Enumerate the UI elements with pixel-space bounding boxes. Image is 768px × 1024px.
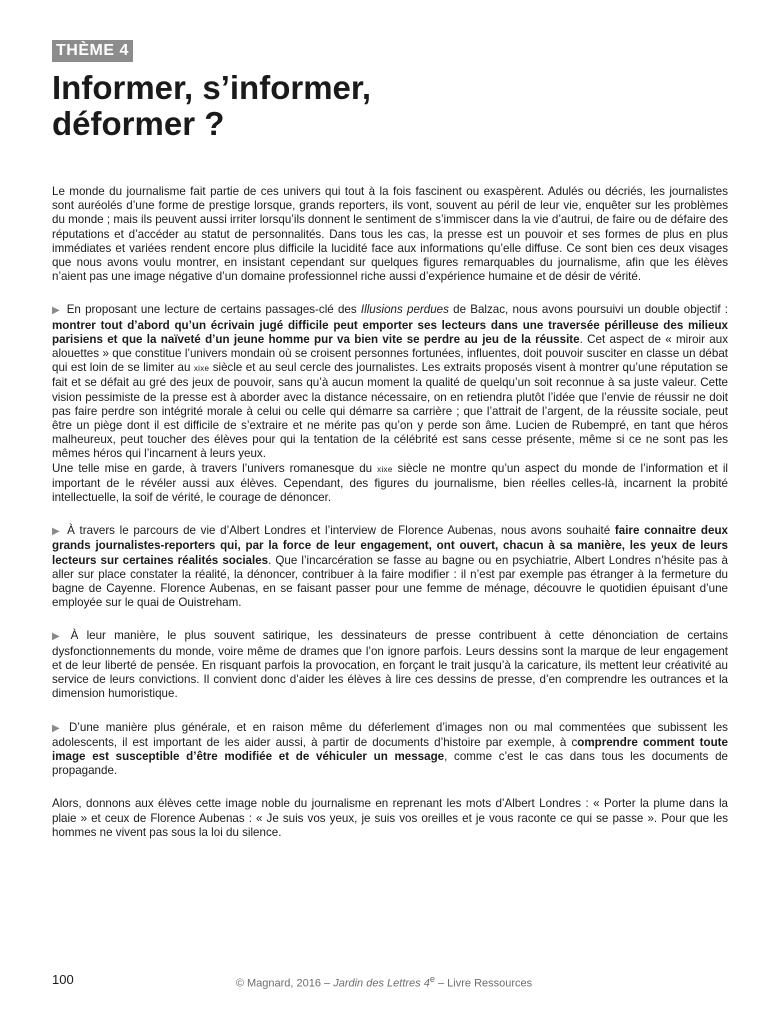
balzac-paragraph: ▶ En proposant une lecture de certains passages-clé des Illusions perdues de Balzac, nous avons poursuivi un double objectif : montrer tout d’abord qu’un écrivain jugé difficile peut emporter ses lecteurs dans une traversée périlleuse des milieux parisiens et que la naïveté d’un jeune homme pur va bien vite se perdre au jeu de la réussite. Cet aspect de « miroir aux alouettes » que constitue l’univers mondain où se croisent personnes fortunées, influentes, doit pouvoir susciter en classe un débat qui est loin de se limiter au xixe siècle et au seul cercle des journalistes. Les extraits proposés visent à montrer qu’une réputation se fait et se défait au gré des jeux de pouvoir, sans qu’à aucun moment la qualité de quelqu’un soit reconnue à sa juste valeur. Cette vision pessimiste de la presse est à aborder avec la distance nécessaire, on en retiendra plutôt l’idée que l’envie de réussir ne doit pas faire perdre son intégrité morale à celui ou celle qui démarre sa carrière ; que l’attrait de l’argent, de la réussite sociale, peut être un piège dont il est difficile de s’extraire et ne mérite pas qu’on y perde son âme. Lucien de Rubempré, en tant que héros malheureux, peut toucher des élèves pour qui la tentation de la célébrité est sans cesse présente, même si ce ne sont pas les mêmes héros qui l’incarnent à leurs yeux. — [52, 303, 728, 461]
triangle-right-icon: ▶ — [52, 631, 65, 643]
page-title — [52, 70, 672, 142]
main-content — [52, 185, 728, 840]
conclusion-paragraph: Alors, donnons aux élèves cette image noble du journalisme en reprenant les mots d’Albert Londres : « Porter la plume dans la plaie » et ceux de Florence Aubenas : « Je suis vos yeux, je suis vos oreilles et je vous raconte ce qui se passe ». Pour que les hommes ne vivent pas sous la loi du silence. — [52, 797, 728, 839]
triangle-right-icon: ▶ — [52, 305, 61, 317]
cartoonists-paragraph: ▶ À leur manière, le plus souvent satirique, les dessinateurs de presse contribuent à cette dénonciation de certains dysfonctionnements du monde, voire même de drames que l’on ignore parfois. Leurs dessins sont la marque de leur engagement et de leur liberté de pensée. En risquant parfois la provocation, en forçant le trait jusqu’à la caricature, ils mettent leur créativité au service de leurs convictions. Il convient donc d’aider les élèves à lire ces dessins de presse, d’en comprendre les outrances et la dimension humoristique. — [52, 629, 728, 701]
images-paragraph: ▶ D’une manière plus générale, et en raison même du déferlement d’images non ou mal commentées que subissent les adolescents, il est important de les aider aussi, à partir de documents d’histoire par exemple, à comprendre comment toute image est susceptible d’être modifiée et de véhiculer un message, comme c’est le cas dans tous les documents de propagande. — [52, 720, 728, 778]
intro-paragraph: Le monde du journalisme fait partie de ces univers qui tout à la fois fascinent ou exaspèrent. Adulés ou décriés, les journalistes sont auréolés d’une forme de prestige lorsque, grands reporters, ils vont, souvent au péril de leur vie, enquêter sur les problèmes du monde ; mais ils peuvent aussi irriter lorsqu’ils donnent le sentiment de s’immiscer dans la vie d’autrui, de faire ou de défaire des réputations et d’accéder au statut de personnalités. Dans tous les cas, la presse est un pouvoir et ses formes de plus en plus immédiates et variées rendent encore plus difficile la lucidité face aux informations qu’elle diffuse. Ce sont bien ces deux visages que nous avons voulu montrer, en insistant cependant sur quelques figures remarquables du journalisme, afin que les élèves n’aient pas une image négative d’un domaine professionnel riche aussi d’expérience humaine et de désir de vérité. — [52, 185, 728, 284]
londres-aubenas-paragraph: ▶ À travers le parcours de vie d’Albert Londres et l’interview de Florence Aubenas, nous avons souhaité faire connaitre deux grands journalistes-reporters qui, par la force de leur engagement, ont ouvert, chacun à sa manière, les yeux de leurs lecteurs sur certaines réalités sociales. Que l’incarcération se fasse au bagne ou en psychiatrie, Albert Londres n’hésite pas à aller sur place constater la réalité, la dénoncer, contribuer à la faire modifier : il n’est par exemple pas étranger à la fermeture du bagne de Cayenne. Florence Aubenas, en se faisant passer pour une femme de ménage, découvre le quotidien épuisant d’une employée sur le quai de Ouistreham. — [52, 524, 729, 610]
triangle-right-icon: ▶ — [52, 722, 63, 734]
triangle-right-icon: ▶ — [52, 526, 62, 538]
title-line-2: déformer ? — [52, 105, 225, 142]
copyright-footer: © Magnard, 2016 – Jardin des Lettres 4e – Livre Ressources — [235, 974, 533, 990]
page-number: 100 — [52, 972, 74, 987]
warning-paragraph: Une telle mise en garde, à travers l’univers romanesque du xixe siècle ne montre qu’un aspect du monde de l’information et il important de le révéler aussi aux élèves. Cependant, des figures du journalisme, bien réelles celles-là, incarnent la probité intellectuelle, la soif de vérité, le courage de dénoncer. — [52, 461, 728, 505]
theme-badge: THÈME 4 — [52, 40, 133, 62]
title-line-1: Informer, s’informer, — [52, 69, 372, 106]
